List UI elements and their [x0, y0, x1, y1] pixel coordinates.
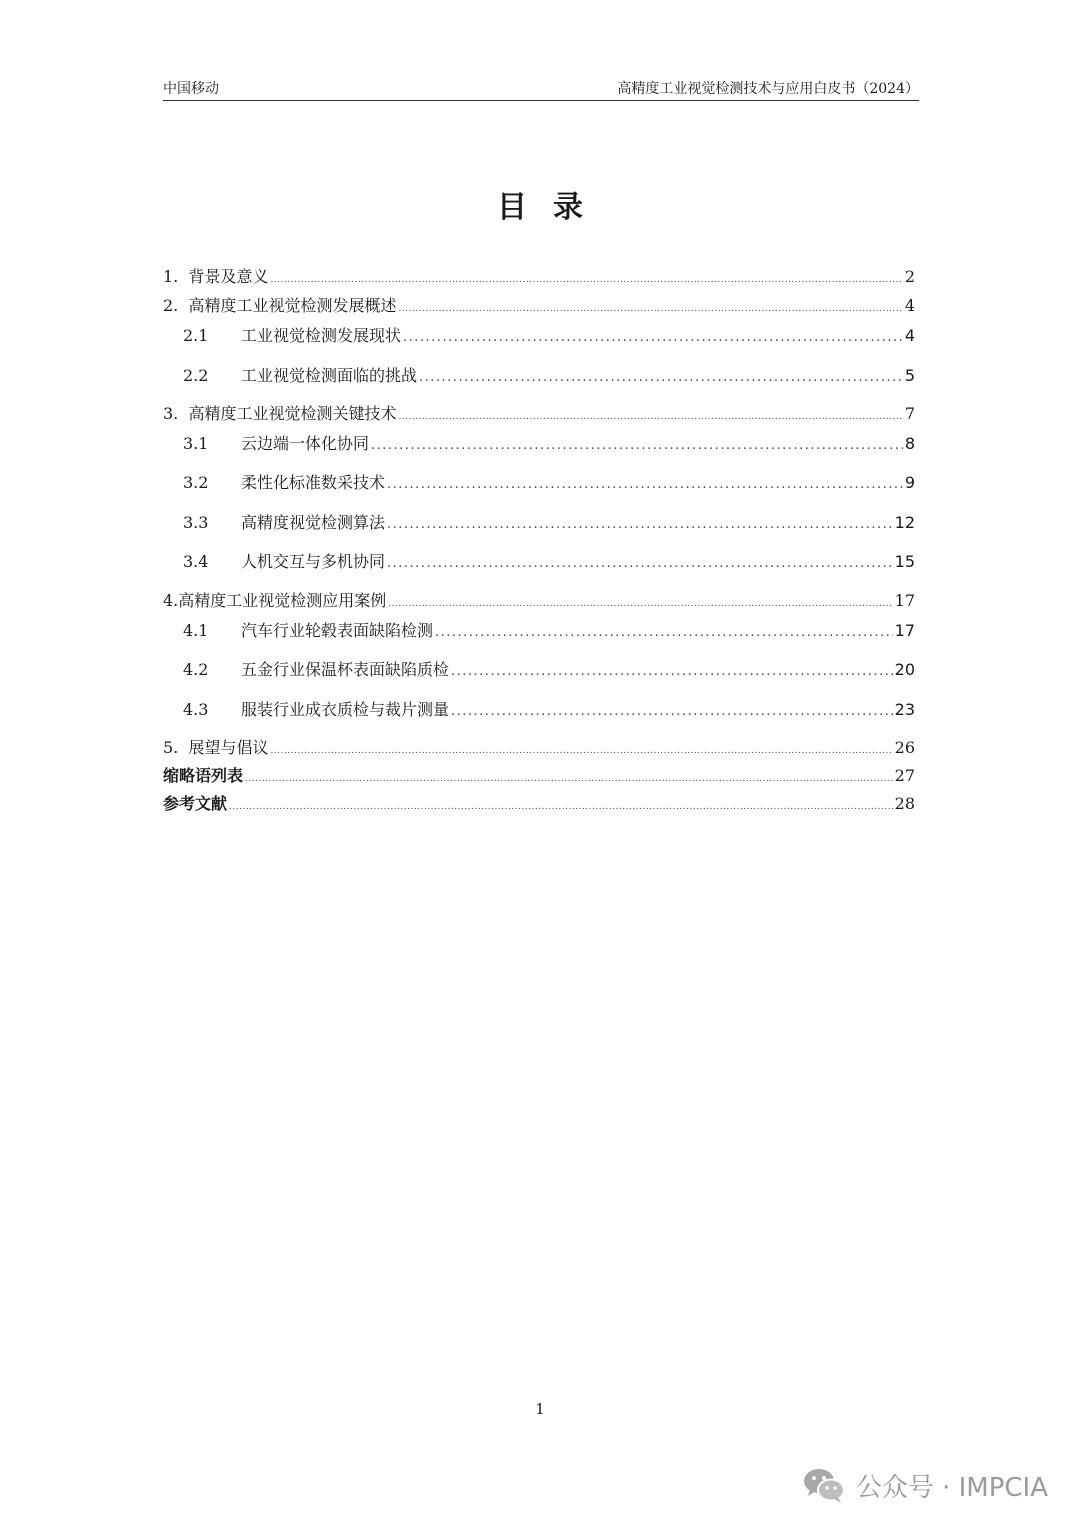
toc-entry[interactable]	[163, 399, 915, 432]
toc-entry-title: 高精度视觉检测算法	[241, 513, 386, 532]
toc-title: 目录	[497, 190, 609, 225]
toc-entry-number: 4.	[163, 591, 179, 610]
toc-entry-title: 五金行业保温杯表面缺陷质检	[241, 660, 450, 679]
wechat-icon	[802, 1465, 846, 1505]
watermark-text: 公众号 · IMPCIA	[855, 1472, 1048, 1503]
toc-entry-page: 2	[904, 267, 915, 286]
toc-entry-page: 15	[894, 552, 915, 571]
toc-entry-page: 4	[904, 296, 915, 315]
toc-entry-title: 柔性化标准数采技术	[241, 473, 386, 492]
toc-entry-number: 4.2	[183, 660, 209, 679]
header-doc-title: 高精度工业视觉检测技术与应用白皮书（2024）	[617, 81, 919, 97]
toc-entry-title: 服装行业成衣质检与裁片测量	[241, 700, 450, 719]
toc-entry-title: 背景及意义	[188, 267, 269, 286]
toc-entry-title: 工业视觉检测面临的挑战	[241, 366, 418, 385]
toc-entry-page: 17	[894, 621, 915, 640]
toc-entry-title: 展望与倡议	[188, 738, 269, 757]
toc-leader-dots	[371, 429, 903, 461]
toc-entry-number: 4.3	[183, 700, 209, 719]
header-org: 中国移动	[163, 81, 219, 97]
toc-entry-title: 汽车行业轮毂表面缺陷检测	[241, 621, 434, 640]
watermark	[802, 1463, 1048, 1507]
toc-entry-page: 8	[904, 434, 915, 453]
toc-entry-title: 高精度工业视觉检测关键技术	[188, 404, 397, 423]
toc-entry-title: 高精度工业视觉检测应用案例	[178, 591, 387, 610]
toc-entry-number: 5.	[163, 738, 179, 757]
toc-entry-page: 27	[894, 766, 915, 785]
toc-leader-dots	[419, 361, 903, 393]
toc-entry-number: 4.1	[183, 621, 209, 640]
toc-leader-dots	[398, 291, 902, 324]
toc-entry[interactable]	[163, 547, 915, 579]
toc-leader-dots	[403, 321, 903, 353]
toc-entry[interactable]	[163, 508, 915, 540]
toc-entry[interactable]	[163, 291, 915, 324]
toc-entry-number: 3.	[163, 404, 179, 423]
toc-entry-page: 5	[904, 366, 915, 385]
toc-entry-number: 2.2	[183, 366, 209, 385]
toc-entry-title: 人机交互与多机协同	[241, 552, 386, 571]
toc-entry[interactable]	[163, 468, 915, 500]
toc-leader-dots	[387, 508, 893, 540]
toc-entry-page: 7	[904, 404, 915, 423]
toc-entry-number: 3.3	[183, 513, 209, 532]
toc-entry-title: 缩略语列表	[163, 766, 244, 785]
toc-entry-title: 云边端一体化协同	[241, 434, 370, 453]
toc-entry[interactable]	[163, 655, 915, 687]
toc-entry[interactable]	[163, 321, 915, 353]
toc-entry-page: 12	[894, 513, 915, 532]
toc-entry-number: 2.1	[183, 326, 209, 345]
page-number: 1	[535, 1400, 545, 1418]
toc-leader-dots	[398, 399, 902, 432]
toc-leader-dots	[387, 468, 903, 500]
toc-entry[interactable]	[163, 586, 915, 619]
toc-entry-title: 工业视觉检测发展现状	[241, 326, 402, 345]
toc-entry-title: 参考文献	[163, 794, 228, 813]
toc-entry-page: 9	[904, 473, 915, 492]
toc-entry-page: 4	[904, 326, 915, 345]
toc-leader-dots	[229, 789, 893, 822]
toc-leader-dots	[387, 547, 893, 579]
toc-entry[interactable]	[163, 695, 915, 727]
toc-entry-number: 3.2	[183, 473, 209, 492]
toc-entry[interactable]	[163, 429, 915, 461]
toc-entry-page: 26	[894, 738, 915, 757]
toc-entry-number: 3.4	[183, 552, 209, 571]
toc-entry-number: 3.1	[183, 434, 209, 453]
toc-leader-dots	[435, 616, 893, 648]
toc-leader-dots	[451, 655, 893, 687]
toc-entry-page: 17	[894, 591, 915, 610]
page-header	[163, 78, 919, 101]
toc-entry-title: 高精度工业视觉检测发展概述	[188, 296, 397, 315]
toc-entry-number: 2.	[163, 296, 179, 315]
toc-entry-page: 28	[894, 794, 915, 813]
toc-entry-page: 20	[894, 660, 915, 679]
toc-leader-dots	[451, 695, 893, 727]
toc-entry[interactable]	[163, 361, 915, 393]
toc-entry[interactable]	[163, 616, 915, 648]
toc-entry-number: 1.	[163, 267, 179, 286]
toc-entry-page: 23	[894, 700, 915, 719]
toc-leader-dots	[388, 586, 892, 619]
toc-entry[interactable]	[163, 789, 915, 822]
